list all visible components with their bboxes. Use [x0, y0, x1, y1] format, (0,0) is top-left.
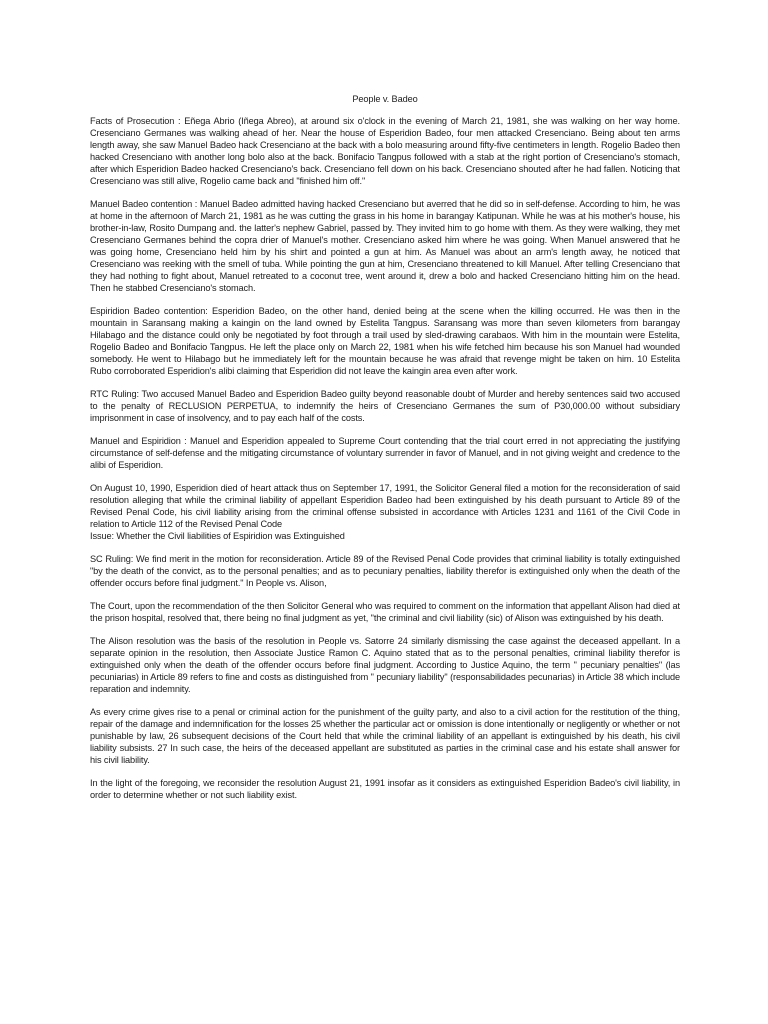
paragraph-espiridion-contention: Espiridion Badeo contention: Esperidion Badeo, on the other hand, denied being at the scene when the killing occurred. He was then in the mountain in Saransang making a kaingin on the land owned by Estelita Tangpus. Saransang was more than seven kilometers from barangay Hilabago and the distance could only be negotiated by foot through a trail used by sled-drawing carabaos. With him in the mountain were Estelita, Rogelio Badeo and Bonifacio Tangpus. He left the place only on March 22, 1981 when his wife fetched him because his son Manuel had wounded somebody. He went to Hilabago but he immediately left for the mountain because he was afraid that revenge might be taken on him. 10 Estelita Rubo corroborated Esperidion's alibi claiming that Esperidion did not leave the kaingin area even after work.	[90, 306, 680, 376]
paragraph-rtc-ruling: RTC Ruling: Two accused Manuel Badeo and Esperidion Badeo guilty beyond reasonable doubt of Murder and hereby sentences said two accused to the penalty of RECLUSION PERPETUA, to indemnify the heirs of Cresenciano Germanes the sum of P30,000.00 without subsidiary imprisonment in case of insolvency, and to pay each half of the costs.	[90, 389, 680, 423]
paragraph-every-crime: As every crime gives rise to a penal or criminal action for the punishment of the guilty party, and also to a civil action for the restitution of the thing, repair of the damage and indemnification for the losses 25 whether the particular act or omission is done intentionally or negligently or whether or not punishable by law, 26 subsequent decisions of the Court held that while the criminal liability of an appellant is extinguished by his death, his civil liability subsists. 27 In such case, the heirs of the deceased appellant are substituted as parties in the criminal case and his estate shall answer for his civil liability.	[90, 707, 680, 765]
paragraph-conclusion: In the light of the foregoing, we reconsider the resolution August 21, 1991 insofar as it considers as extinguished Esperidion Badeo's civil liability, in order to determine whether or not such liability exist.	[90, 778, 680, 800]
document-body	[90, 93, 680, 812]
paragraph-facts-of-prosecution: Facts of Prosecution : Eñega Abrio (Iñega Abreo), at around six o'clock in the evening of March 21, 1981, she was walking on her way home. Cresenciano Germanes was walking ahead of her. Near the house of Esperidion Badeo, four men attacked Cresenciano. Being about ten arms length away, she saw Manuel Badeo hack Cresenciano at the back with a bolo measuring around fifty-five centimeters in length. Rogelio Badeo then hacked Cresenciano with another long bolo also at the back. Bonifacio Tangpus followed with a stab at the right portion of Cresenciano's stomach, after which Esperidion Badeo hacked Cresenciano's back. Cresenciano fell down on his back. Cresenciano shouted after he had fallen. Noticing that Cresenciano was still alive, Rogelio came back and "finished him off."	[90, 116, 680, 186]
paragraph-sc-ruling: SC Ruling: We find merit in the motion for reconsideration. Article 89 of the Revised Penal Code provides that criminal liability is totally extinguished "by the death of the convict, as to the personal penalties; and as to pecuniary penalties, liability therefor is extinguished only when the death of the offender occurs before final judgment." In People vs. Alison,	[90, 554, 680, 588]
paragraph-court-resolution: The Court, upon the recommendation of the then Solicitor General who was required to comment on the information that appellant Alison had died at the prison hospital, resolved that, there being no final judgment as yet, "the criminal and civil liability (sic) of Alison was extinguished by his death.	[90, 601, 680, 623]
paragraph-death-motion: On August 10, 1990, Esperidion died of heart attack thus on September 17, 1991, the Solicitor General filed a motion for the reconsideration of said resolution alleging that while the criminal liability of appellant Esperidion Badeo had been extinguished by his death pursuant to Article 89 of the Revised Penal Code, his civil liability arising from the criminal offense subsisted in accordance with Articles 1231 and 1161 of the Civil Code in relation to Article 112 of the Revised Penal Code	[90, 483, 680, 529]
issue-statement: Issue: Whether the Civil liabilities of Espiridion was Extinguished	[90, 531, 345, 541]
document-title: People v. Badeo	[352, 94, 418, 104]
paragraph-manuel-contention: Manuel Badeo contention : Manuel Badeo admitted having hacked Cresenciano but averred that he did so in self-defense. According to him, he was at home in the afternoon of March 21, 1981 as he was cutting the grass in his home in barangay Katipunan. While he was at his mother's house, his brother-in-law, Rosito Dumpang and. the latter's nephew Gabriel, passed by. They invited him to go home with them. As they were walking, they met Cresenciano Germanes behind the copra drier of Manuel's mother. Cresenciano asked him where he was going. When Manuel answered that he was going home, Cresenciano held him by his shirt and pointed a gun at him. As Manuel was about an arm's length away, he noticed that Cresenciano was reeking with the smell of tuba. While pointing the gun at him, Cresenciano threatened to kill Manuel. After telling Cresenciano that they had nothing to fight about, Manuel retreated to a coconut tree, went around it, drew a bolo and hacked Cresenciano hitting him on the head. Then he stabbed Cresenciano's stomach.	[90, 199, 680, 293]
paragraph-alison-resolution: The Alison resolution was the basis of the resolution in People vs. Satorre 24 similarly dismissing the case against the deceased appellant. In a separate opinion in the resolution, then Associate Justice Ramon C. Aquino stated that as to the personal penalties, criminal liability therefor is extinguished only when the death of the offender occurs before final judgment. According to Justice Aquino, the term " pecuniary penalties" (las pecuniarias) in Article 89 refers to fine and costs as distinguished from " pecuniary liability" (responsabilidades pecunarias) in Article 38 which include reparation and indemnity.	[90, 636, 680, 694]
paragraph-appeal: Manuel and Espiridion : Manuel and Esperidion appealed to Supreme Court contending that the trial court erred in not appreciating the justifying circumstance of self-defense and the mitigating circumstance of voluntary surrender in favor of Manuel, and in not giving weight and credence to the alibi of Esperidion.	[90, 436, 680, 470]
